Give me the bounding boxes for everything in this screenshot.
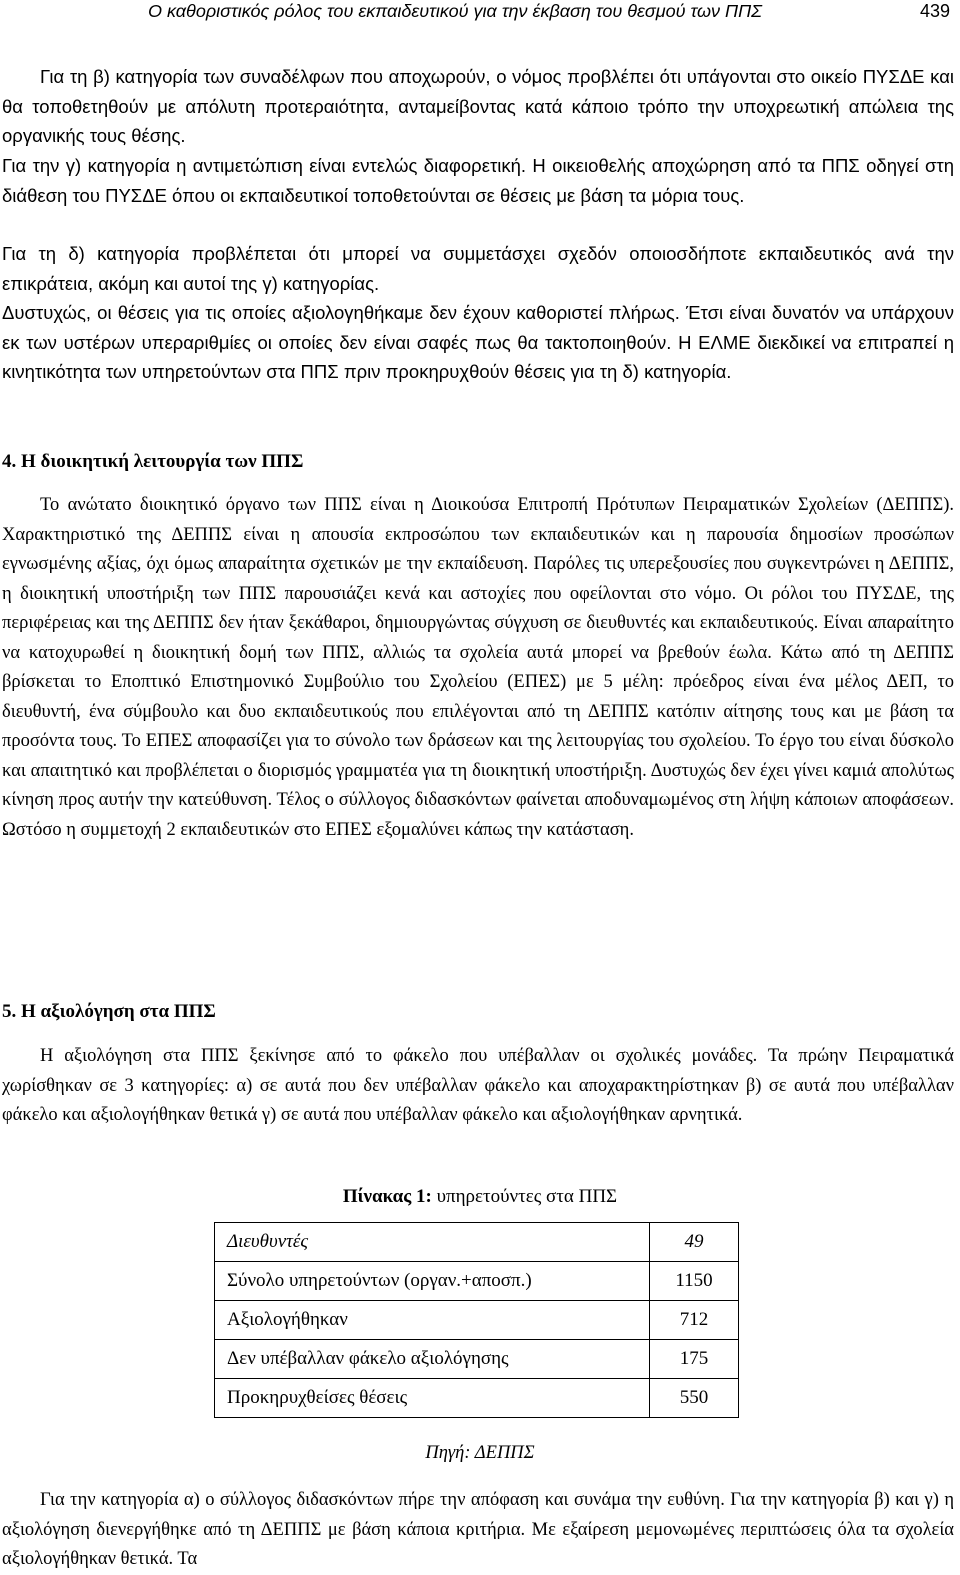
table-caption-text: υπηρετούντες στα ΠΠΣ — [431, 1186, 618, 1207]
section-4-body: Το ανώτατο διοικητικό όργανο των ΠΠΣ είναι η Διοικούσα Επιτροπή Πρότυπων Πειραματικών Σχολείων (ΔΕΠΠΣ). Χαρακτηριστικό της ΔΕΠΠΣ είναι η απουσία εκπροσώπου των εκπαιδευτικών και η παρουσία δημοσίων προσώπων εγνωσμένης αξίας, όχι όμως απαραίτητα σχετικών με την εκπαίδευση. Παρόλες τις υπερεξουσίες που συγκεντρώνει η ΔΕΠΠΣ, η διοικητική υποστήριξη των ΠΠΣ παρουσιάζει κενά και αστοχίες που οφείλονται στο νόμο. Οι ρόλοι του ΠΥΣΔΕ, της περιφέρειας και της ΔΕΠΠΣ δεν ήταν ξεκάθαροι, δημιουργώντας σύγχυση σε διευθυντές και εκπαιδευτικούς. Είναι απαραίτητο να κατοχυρωθεί η διοικητική δομή των ΠΠΣ, αλλιώς τα σχολεία αυτά μπορεί να βρεθούν έωλα. Κάτω από τη ΔΕΠΠΣ βρίσκεται το Εποπτικό Επιστημονικό Συμβούλιο του Σχολείου (ΕΠΕΣ) με 5 μέλη: πρόεδρος είναι ένα μέλος ΔΕΠ, το διευθυντή, ένα σύμβουλο και δυο εκπαιδευτικούς που επιλέγονται από τη ΔΕΠΠΣ κατόπιν αίτησης τους και με βάση τα προσόντα τους. Το ΕΠΕΣ αποφασίζει για το σύνολο των δράσεων και της λειτουργίας του σχολείου. Το έργο του είναι δύσκολο και απαιτητικό και προβλέπεται ο διορισμός γραμματέα για τη διοικητική υποστήριξη. Δυστυχώς δεν έχει γίνει καμιά απολύτως κίνηση προς αυτήν την κατεύθυνση. Τέλος ο σύλλογος διδασκόντων φαίνεται αποδυναμωμένος στη λήψη κάποιων αποφάσεων. Ωστόσο η συμμετοχή 2 εκπαιδευτικών στο ΕΠΕΣ εξομαλύνει κάπως την κατάσταση. — [2, 495, 954, 840]
table-row — [215, 1340, 739, 1379]
table-row — [215, 1301, 739, 1340]
row-value: 175 — [650, 1340, 739, 1379]
closing-paragraph: Για την κατηγορία α) ο σύλλογος διδασκόντων πήρε την απόφαση και συνάμα την ευθύνη. Για την κατηγορία β) και γ) η αξιολόγηση διενεργήθηκε από τη ΔΕΠΠΣ με βάση κάποια κριτήρια. Με εξαίρεση μεμονωμένες περιπτώσεις όλα τα σχολεία αξιολογήθηκαν θετικά. Τα — [2, 1490, 954, 1569]
staff-table — [214, 1222, 739, 1418]
row-value: 712 — [650, 1301, 739, 1340]
row-label: Προκηρυχθείσες θέσεις — [215, 1379, 650, 1418]
row-label: Διευθυντές — [215, 1223, 650, 1262]
paragraph-category-c: Για την γ) κατηγορία η αντιμετώπιση είναι εντελώς διαφορετική. Η οικειοθελής αποχώρηση από τα ΠΠΣ οδηγεί στη διάθεση του ΠΥΣΔΕ όπου οι εκπαιδευτικοί τοποθετούνται σε θέσεις με βάση τα μόρια τους. — [2, 155, 954, 206]
row-label: Δεν υπέβαλλαν φάκελο αξιολόγησης — [215, 1340, 650, 1379]
paragraph-category-d: Για τη δ) κατηγορία προβλέπεται ότι μπορεί να συμμετάσχει σχεδόν οποιοσδήποτε εκπαιδευτικός ανά την επικράτεια, ακόμη και αυτοί της γ) κατηγορίας. — [2, 243, 954, 294]
row-value: 49 — [650, 1223, 739, 1262]
table-caption — [0, 1185, 960, 1209]
page-header — [0, 0, 960, 32]
paragraph-positions: Δυστυχώς, οι θέσεις για τις οποίες αξιολογηθήκαμε δεν έχουν καθοριστεί πλήρως. Έτσι είναι δυνατόν να υπάρχουν εκ των υστέρων υπεραριθμίες οι οποίες δεν είναι σαφές πως θα τακτοποιηθούν. Η ΕΛΜΕ διεκδικεί να επιτραπεί η κινητικότητα των υπηρετούντων στα ΠΠΣ πριν προκηρυχθούν θέσεις για τη δ) κατηγορία. — [2, 302, 954, 382]
section-4-heading: 4. Η διοικητική λειτουργία των ΠΠΣ — [2, 451, 304, 472]
section-5-heading: 5. Η αξιολόγηση στα ΠΠΣ — [2, 1001, 216, 1022]
table-row — [215, 1223, 739, 1262]
table-caption-label: Πίνακας 1: — [342, 1186, 432, 1207]
row-label: Αξιολογήθηκαν — [215, 1301, 650, 1340]
table-source: Πηγή: ΔΕΠΠΣ — [425, 1443, 535, 1463]
table-row — [215, 1379, 739, 1418]
section-5-body: Η αξιολόγηση στα ΠΠΣ ξεκίνησε από το φάκελο που υπέβαλλαν οι σχολικές μονάδες. Τα πρώην Πειραματικά χωρίσθηκαν σε 3 κατηγορίες: α) σε αυτά που δεν υπέβαλλαν φάκελο και αποχαρακτηρίστηκαν β) σε αυτά που υπέβαλλαν φάκελο και αξιολογήθηκαν θετικά γ) σε αυτά που υπέβαλλαν φάκελο και αξιολογήθηκαν αρνητικά. — [2, 1046, 954, 1125]
row-value: 550 — [650, 1379, 739, 1418]
page-number: 439 — [919, 1, 950, 21]
table-row — [215, 1262, 739, 1301]
paragraph-category-b: Για τη β) κατηγορία των συναδέλφων που αποχωρούν, ο νόμος προβλέπει ότι υπάγονται στο οικείο ΠΥΣΔΕ και θα τοποθετηθούν με απόλυτη προτεραιότητα, ανταμείβοντας κατά κάποιο τρόπο την υποχρεωτική απώλεια της οργανικής τους θέσης. — [2, 66, 954, 146]
running-title: Ο καθοριστικός ρόλος του εκπαιδευτικού για την έκβαση του θεσμού των ΠΠΣ — [148, 1, 762, 21]
row-label: Σύνολο υπηρετούντων (οργαν.+αποσπ.) — [215, 1262, 650, 1301]
row-value: 1150 — [650, 1262, 739, 1301]
